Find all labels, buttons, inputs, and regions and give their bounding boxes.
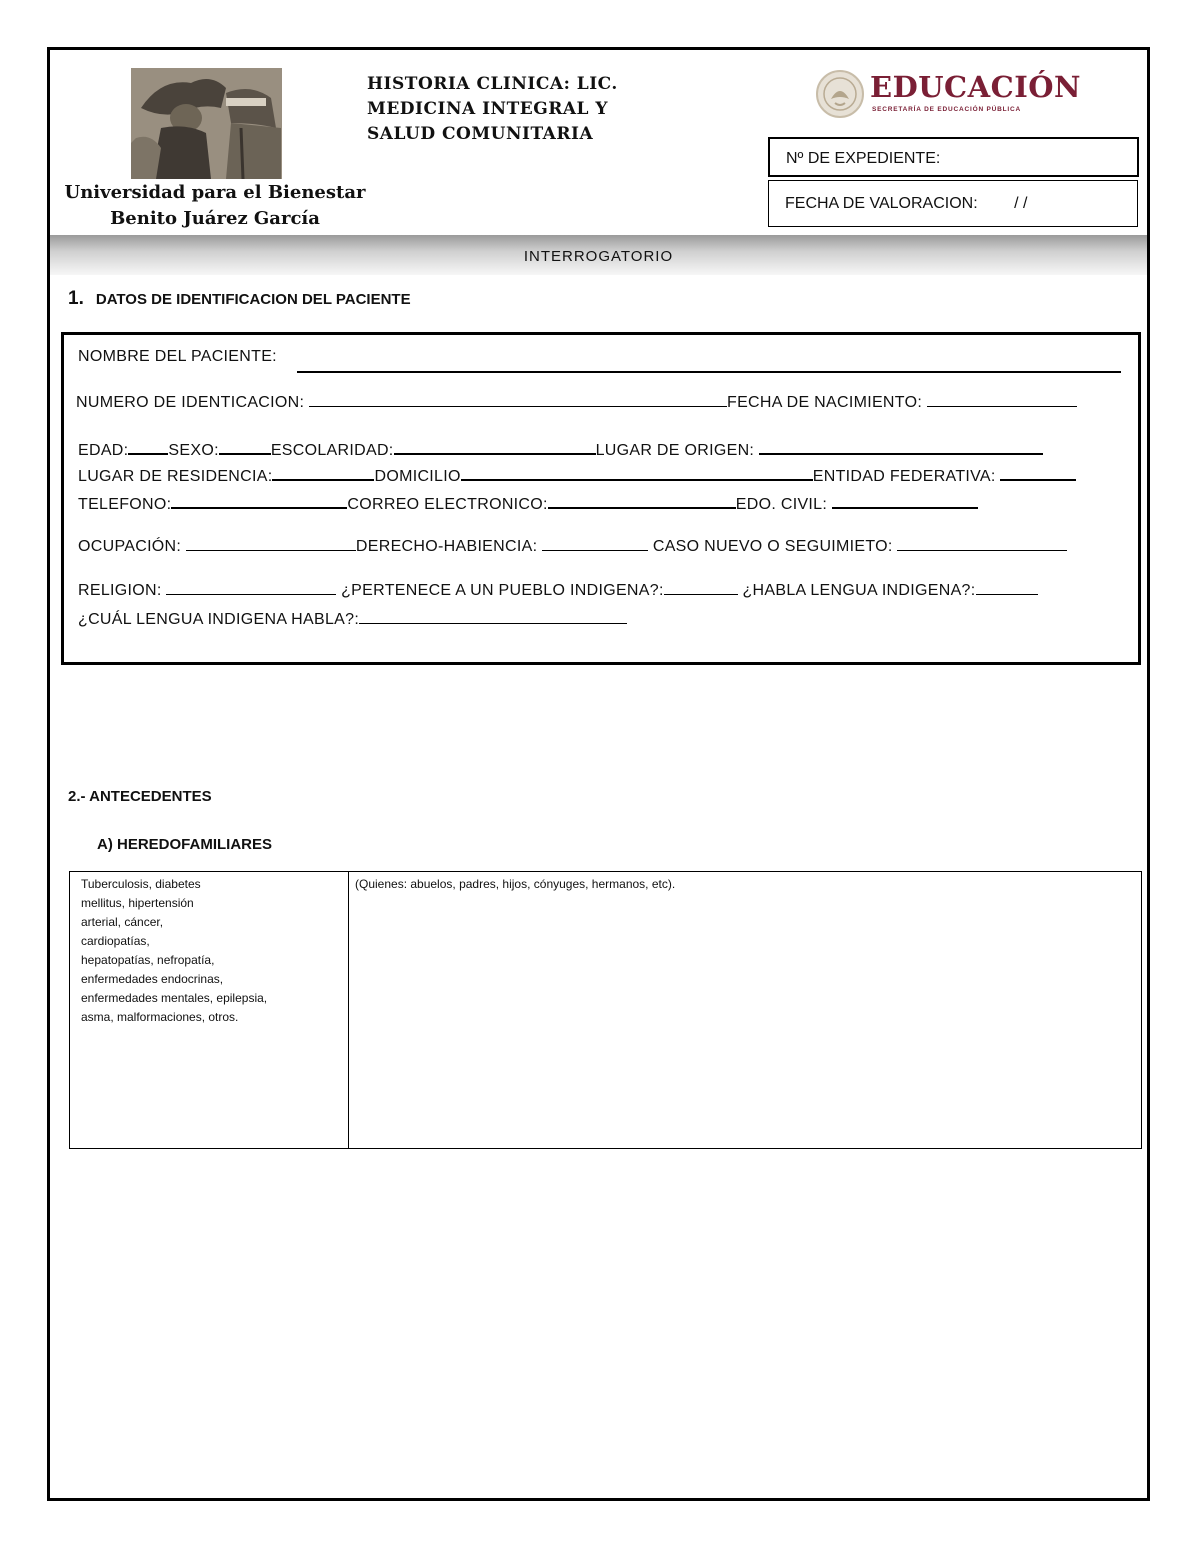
habla-lengua-input-line[interactable] [976, 578, 1038, 595]
correo-label: CORREO ELECTRONICO: [347, 496, 548, 513]
heredofamiliares-table [69, 871, 1142, 1149]
religion-label: RELIGION: [78, 582, 162, 599]
conditions-line: Tuberculosis, diabetes [81, 877, 201, 891]
edad-label: EDAD: [78, 442, 129, 459]
conditions-line: mellitus, hipertensión [81, 896, 194, 910]
escolaridad-label: ESCOLARIDAD: [270, 442, 394, 459]
edo-civil-input-line[interactable] [832, 491, 978, 509]
pueblo-indigena-label: ¿PERTENECE A UN PUEBLO INDIGENA?: [341, 582, 664, 599]
caso-nuevo-label: CASO NUEVO O SEGUIMIETO: [652, 538, 893, 555]
section2a-heading: A) HEREDOFAMILIARES [97, 836, 273, 853]
derecho-habiencia-label: DERECHO-HABIENCIA: [355, 538, 538, 555]
row-ocupacion [78, 534, 1067, 556]
patient-data-box [61, 332, 1141, 665]
domicilio-input-line[interactable] [461, 463, 813, 481]
entidad-federativa-input-line[interactable] [1000, 463, 1076, 481]
sep-logo-subtitle: SECRETARÍA DE EDUCACIÓN PÚBLICA [872, 106, 1022, 113]
ocupacion-input-line[interactable] [186, 534, 356, 551]
conditions-line: hepatopatías, nefropatía, [81, 953, 215, 967]
conditions-line: asma, malformaciones, otros. [81, 1010, 239, 1024]
university-name-line2: Benito Juárez García [110, 208, 320, 229]
sep-logo-word: EDUCACIÓN [870, 70, 1082, 104]
document-title [367, 72, 667, 147]
university-name-line1: Universidad para el Bienestar [64, 182, 366, 203]
telefono-input-line[interactable] [171, 491, 347, 509]
title-line2: MEDICINA INTEGRAL Y [367, 99, 609, 119]
edad-input-line[interactable] [128, 437, 168, 455]
derecho-habiencia-input-line[interactable] [542, 534, 648, 551]
row-cual-lengua [78, 607, 627, 629]
heredofamiliares-conditions-cell [70, 872, 349, 1148]
conditions-line: enfermedades endocrinas, [81, 972, 224, 986]
sexo-label: SEXO: [168, 442, 219, 459]
lugar-residencia-label: LUGAR DE RESIDENCIA: [78, 468, 273, 485]
title-line3: SALUD COMUNITARIA [367, 124, 594, 144]
edo-civil-label: EDO. CIVIL: [735, 496, 828, 513]
escolaridad-input-line[interactable] [394, 437, 596, 455]
expediente-label: Nº DE EXPEDIENTE: [786, 150, 941, 167]
university-name [60, 180, 370, 232]
row-edad [78, 437, 1043, 460]
section1-heading [68, 288, 411, 310]
conditions-line: arterial, cáncer, [81, 915, 164, 929]
conditions-line: enfermedades mentales, epilepsia, [81, 991, 268, 1005]
university-mural-logo [131, 68, 282, 179]
caso-nuevo-input-line[interactable] [897, 534, 1067, 551]
domicilio-label: DOMICILIO [374, 468, 461, 485]
nombre-label: NOMBRE DEL PACIENTE: [78, 348, 277, 365]
numero-id-input-line[interactable] [309, 390, 727, 407]
fecha-nacimiento-input-line[interactable] [927, 390, 1077, 407]
fecha-valoracion-label: FECHA DE VALORACION: [785, 195, 978, 212]
expediente-field[interactable] [768, 137, 1139, 177]
row-identificacion [76, 390, 1077, 412]
lugar-origen-input-line[interactable] [759, 437, 1043, 455]
entidad-federativa-label: ENTIDAD FEDERATIVA: [812, 468, 996, 485]
title-line1: HISTORIA CLINICA: LIC. [367, 74, 618, 94]
row-residencia [78, 463, 1076, 486]
section1-title: DATOS DE IDENTIFICACION DEL PACIENTE [95, 291, 411, 308]
numero-id-label: NUMERO DE IDENTICACION: [76, 394, 305, 411]
lugar-residencia-input-line[interactable] [272, 463, 374, 481]
row-religion [78, 578, 1038, 600]
habla-lengua-label: ¿HABLA LENGUA INDIGENA?: [742, 582, 976, 599]
cual-lengua-label: ¿CUÁL LENGUA INDIGENA HABLA?: [78, 611, 360, 628]
cual-lengua-input-line[interactable] [359, 607, 627, 624]
sexo-input-line[interactable] [219, 437, 271, 455]
row-nombre [78, 348, 277, 366]
fecha-valoracion-slashes: / / [1014, 195, 1028, 212]
section1-number: 1. [68, 288, 84, 309]
band-label: INTERROGATORIO [523, 248, 674, 265]
section2-heading: 2.- ANTECEDENTES [68, 788, 212, 805]
correo-input-line[interactable] [548, 491, 736, 509]
mexico-seal-icon [815, 69, 865, 119]
fecha-nacimiento-label: FECHA DE NACIMIENTO: [727, 394, 923, 411]
religion-input-line[interactable] [166, 578, 336, 595]
ocupacion-label: OCUPACIÓN: [78, 538, 182, 555]
telefono-label: TELEFONO: [78, 496, 172, 513]
row-telefono [78, 491, 978, 514]
pueblo-indigena-input-line[interactable] [664, 578, 738, 595]
heredofamiliares-answer-cell[interactable] [355, 875, 675, 894]
answer-hint: (Quienes: abuelos, padres, hijos, cónyuges, hermanos, etc). [355, 877, 676, 891]
nombre-input-line[interactable] [297, 371, 1121, 373]
lugar-origen-label: LUGAR DE ORIGEN: [595, 442, 755, 459]
fecha-valoracion-field[interactable] [768, 180, 1138, 227]
conditions-line: cardiopatías, [81, 934, 150, 948]
